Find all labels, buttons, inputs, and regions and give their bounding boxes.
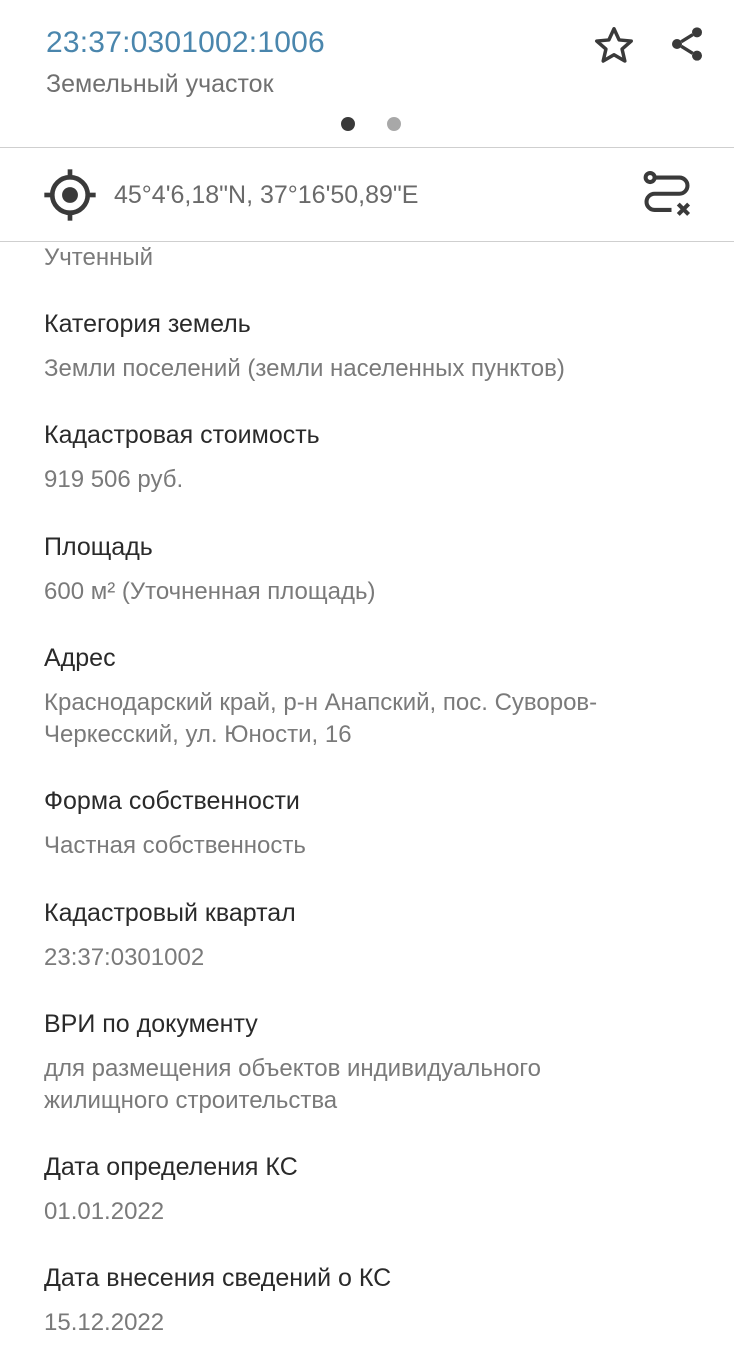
field-label: Дата внесения сведений о КС: [44, 1264, 392, 1292]
gps-target-icon: [42, 167, 98, 223]
field-land-category: [44, 308, 684, 385]
coordinates-text: 45°4'6,18"N, 37°16'50,89"E: [114, 181, 419, 209]
field-label: Форма собственности: [44, 787, 300, 815]
field-value: Земли поселений (земли населенных пунктов): [44, 355, 565, 382]
field-label: Категория земель: [44, 310, 251, 338]
field-value: 919 506 руб.: [44, 466, 184, 493]
field-valuation-date: [44, 1151, 684, 1228]
field-value: 23:37:0301002: [44, 944, 205, 971]
field-label: Площадь: [44, 533, 153, 561]
route-button[interactable]: [636, 166, 698, 226]
field-area: [44, 531, 684, 608]
share-icon: [667, 24, 707, 64]
locate-button[interactable]: [40, 165, 100, 225]
field-value: 15.12.2022: [44, 1309, 165, 1336]
field-value: 600 м² (Уточненная площадь): [44, 578, 376, 605]
field-cadastral-value: [44, 419, 684, 496]
field-value: Краснодарский край, р-н Анапский, пос. Суворов-Черкесский, ул. Юности, 16: [44, 689, 598, 748]
page-dot-inactive[interactable]: [387, 117, 401, 131]
details-scroll[interactable]: [0, 242, 734, 1350]
star-outline-icon: [592, 24, 636, 68]
field-cadastral-quarter: [44, 897, 684, 974]
cadastral-number: 23:37:0301002:1006: [46, 26, 325, 59]
status-value: Учтенный: [44, 244, 153, 271]
object-header: [0, 0, 734, 148]
page-dot-active[interactable]: [341, 117, 355, 131]
favorite-button[interactable]: [586, 18, 642, 74]
route-clear-icon: [640, 169, 694, 223]
field-label: Кадастровый квартал: [44, 899, 296, 927]
object-type: Земельный участок: [46, 70, 274, 98]
field-value: для размещения объектов индивидуального жилищного строительства: [44, 1055, 541, 1114]
field-entry-date: [44, 1262, 684, 1339]
field-label: Адрес: [44, 644, 116, 672]
field-label: ВРИ по документу: [44, 1010, 258, 1038]
field-value: Частная собственность: [44, 832, 306, 859]
field-value: 01.01.2022: [44, 1198, 165, 1225]
field-label: Дата определения КС: [44, 1153, 298, 1181]
field-permitted-use: [44, 1008, 644, 1117]
field-address: [44, 642, 604, 751]
share-button[interactable]: [659, 16, 715, 72]
page-indicator: [0, 116, 734, 132]
field-ownership-form: [44, 785, 684, 862]
field-label: Кадастровая стоимость: [44, 421, 320, 449]
coordinates-bar: [0, 148, 734, 242]
